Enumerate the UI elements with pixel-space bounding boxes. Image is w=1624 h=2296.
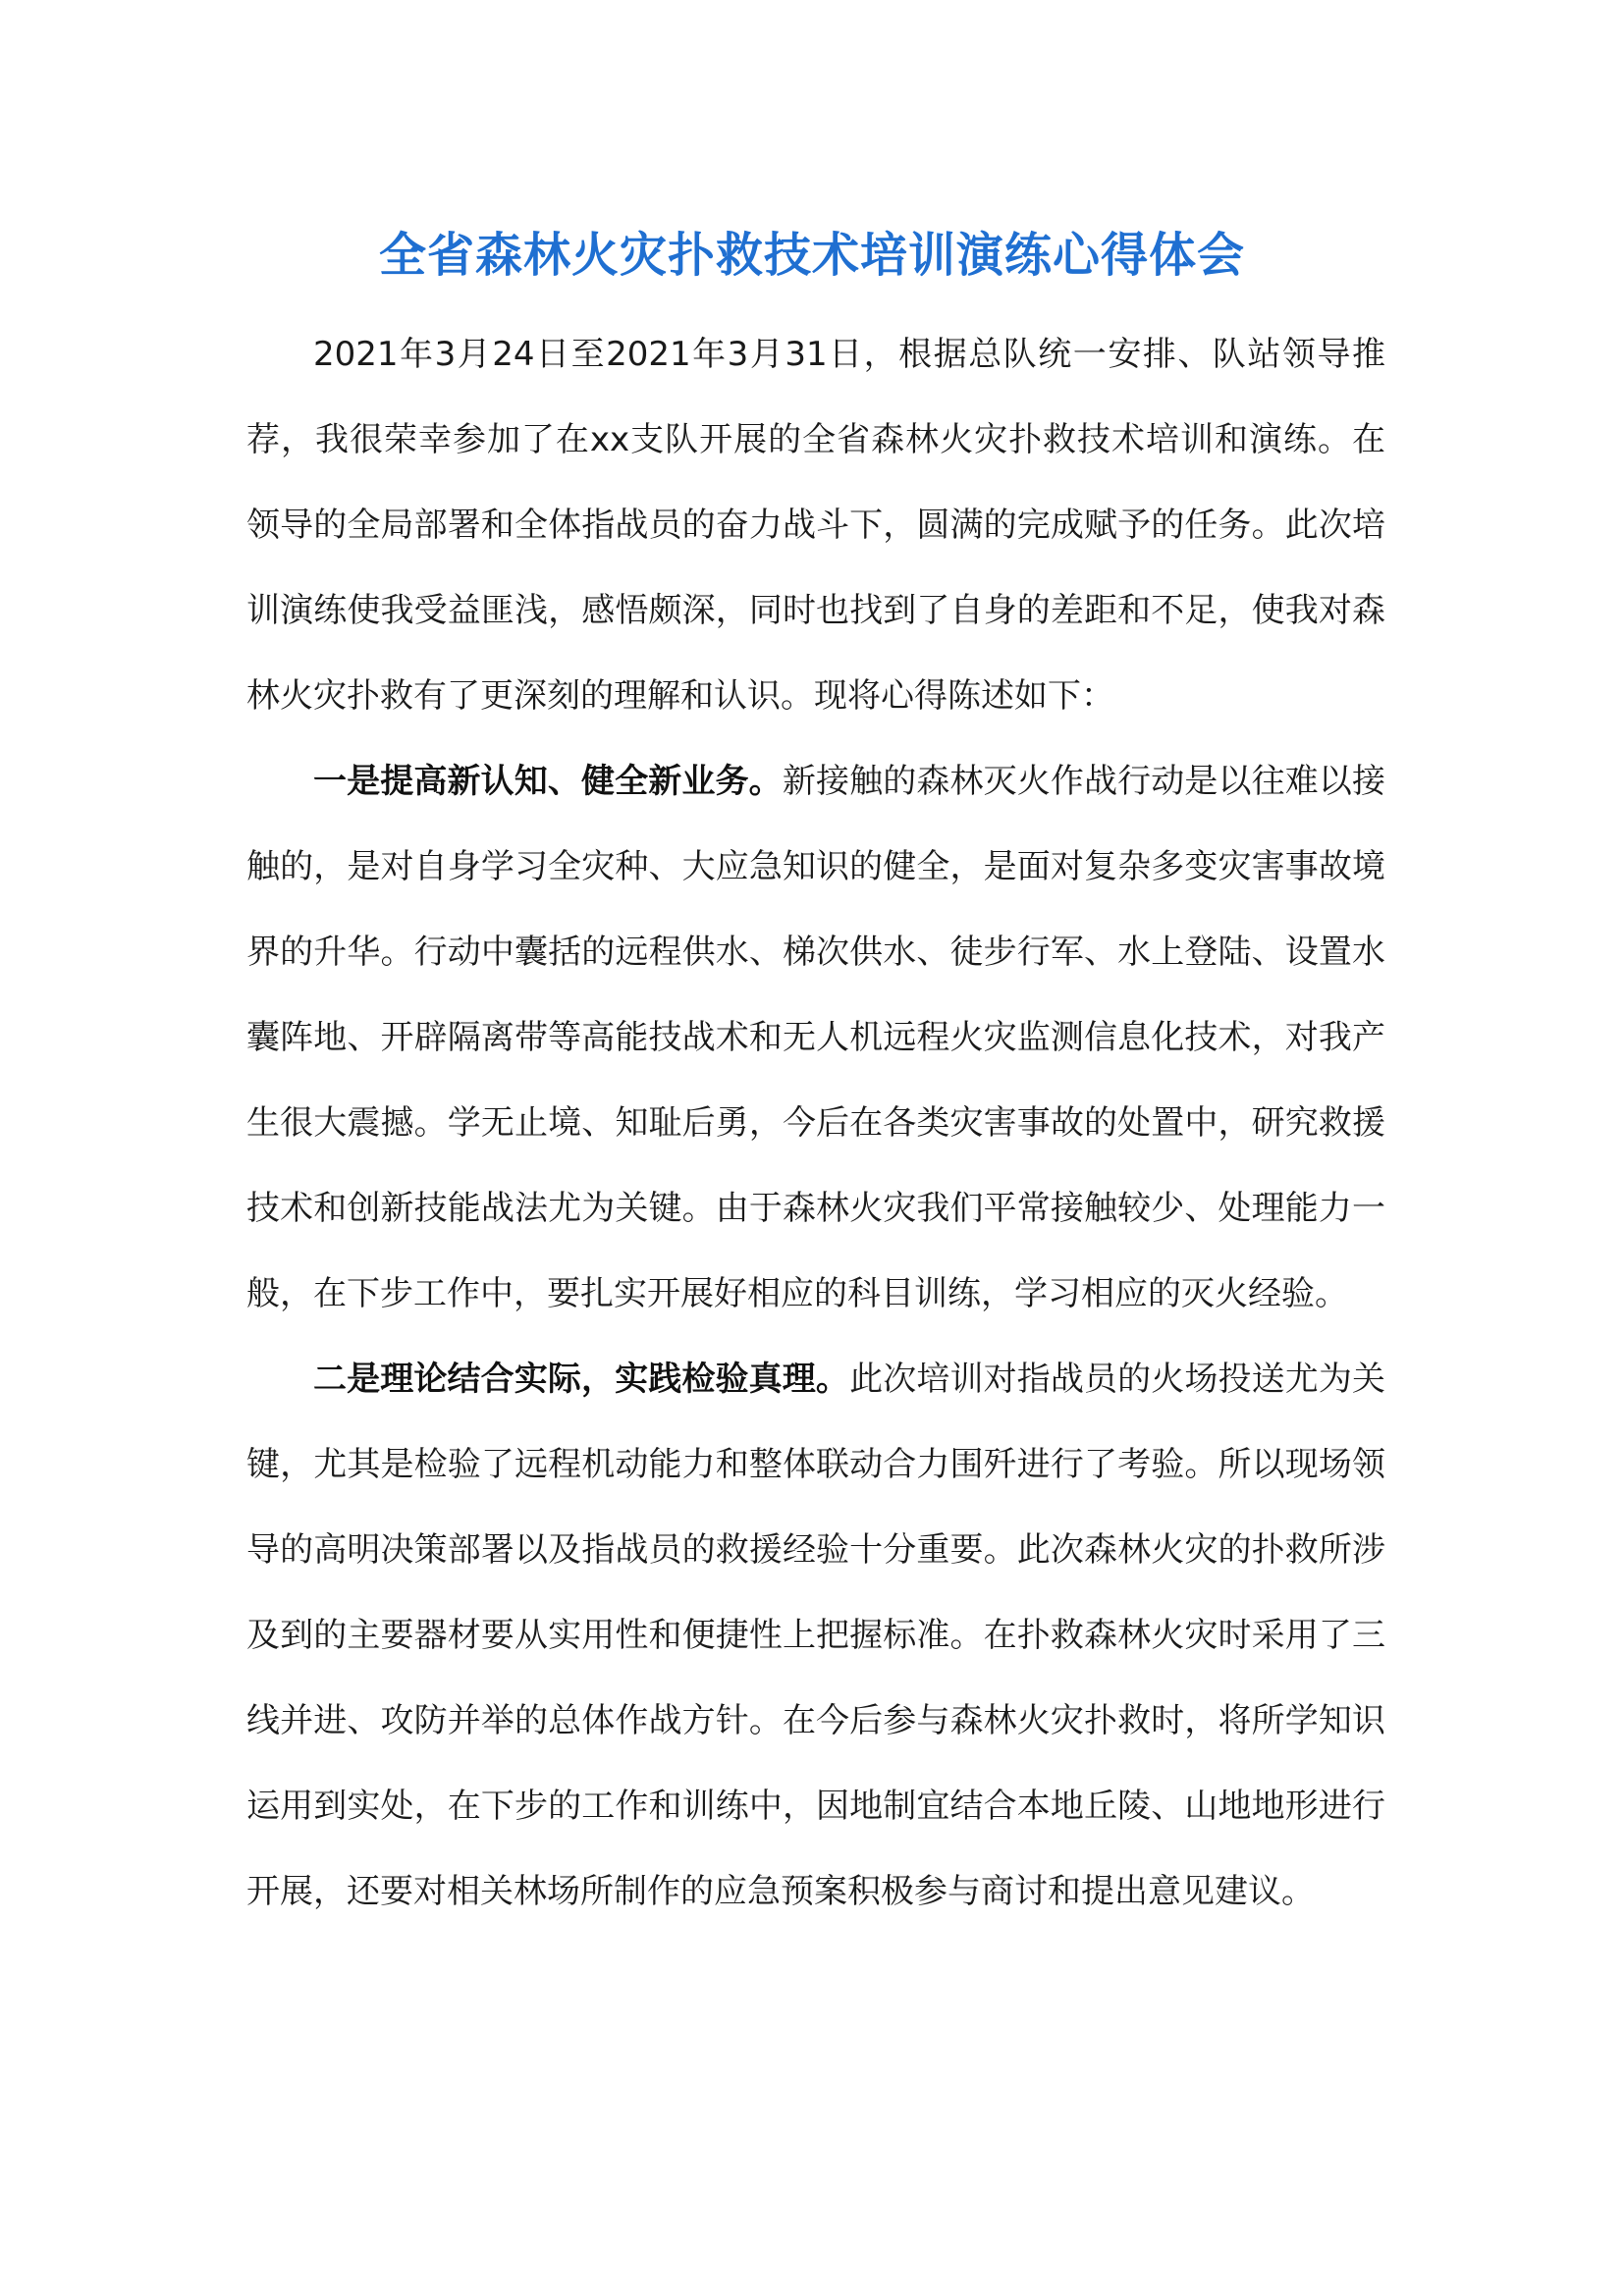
paragraph-intro bbox=[246, 312, 1385, 739]
paragraph-point-one-text: 新接触的森林灭火作战行动是以往难以接触的，是对自身学习全灾种、大应急知识的健全，是面对复杂多变灾害事故境界的升华。行动中囊括的远程供水、梯次供水、徒步行军、水上登陆、设置水囊阵地、开辟隔离带等高能技战术和无人机远程火灾监测信息化技术，对我产生很大震撼。学无止境、知耻后勇，今后在各类灾害事故的处置中，研究救援技术和创新技能战法尤为关键。由于森林火灾我们平常接触较少、处理能力一般，在下步工作中，要扎实开展好相应的科目训练，学习相应的灭火经验。 bbox=[246, 762, 1386, 1313]
paragraph-point-one-heading: 一是提高新认知、健全新业务。 bbox=[313, 762, 783, 801]
paragraph-point-two-heading: 二是理论结合实际，实践检验真理。 bbox=[313, 1360, 850, 1399]
document-body bbox=[246, 312, 1385, 1935]
paragraph-intro-text: 2021年3月24日至2021年3月31日，根据总队统一安排、队站领导推荐，我很荣幸参加了在xx支队开展的全省森林火灾扑救技术培训和演练。在领导的全局部署和全体指战员的奋力战斗下，圆满的完成赋予的任务。此次培训演练使我受益匪浅，感悟颇深，同时也找到了自身的差距和不足，使我对森林火灾扑救有了更深刻的理解和认识。现将心得陈述如下： bbox=[246, 335, 1385, 716]
paragraph-point-two-text: 此次培训对指战员的火场投送尤为关键，尤其是检验了远程机动能力和整体联动合力围歼进行了考验。所以现场领导的高明决策部署以及指战员的救援经验十分重要。此次森林火灾的扑救所涉及到的主要器材要从实用性和便捷性上把握标准。在扑救森林火灾时采用了三线并进、攻防并举的总体作战方针。在今后参与森林火灾扑救时，将所学知识运用到实处，在下步的工作和训练中，因地制宜结合本地丘陵、山地地形进行开展，还要对相关林场所制作的应急预案积极参与商讨和提出意见建议。 bbox=[246, 1360, 1386, 1911]
paragraph-point-one bbox=[246, 739, 1385, 1337]
document-title: 全省森林火灾扑救技术培训演练心得体会 bbox=[378, 228, 1245, 283]
paragraph-point-two bbox=[246, 1337, 1385, 1935]
